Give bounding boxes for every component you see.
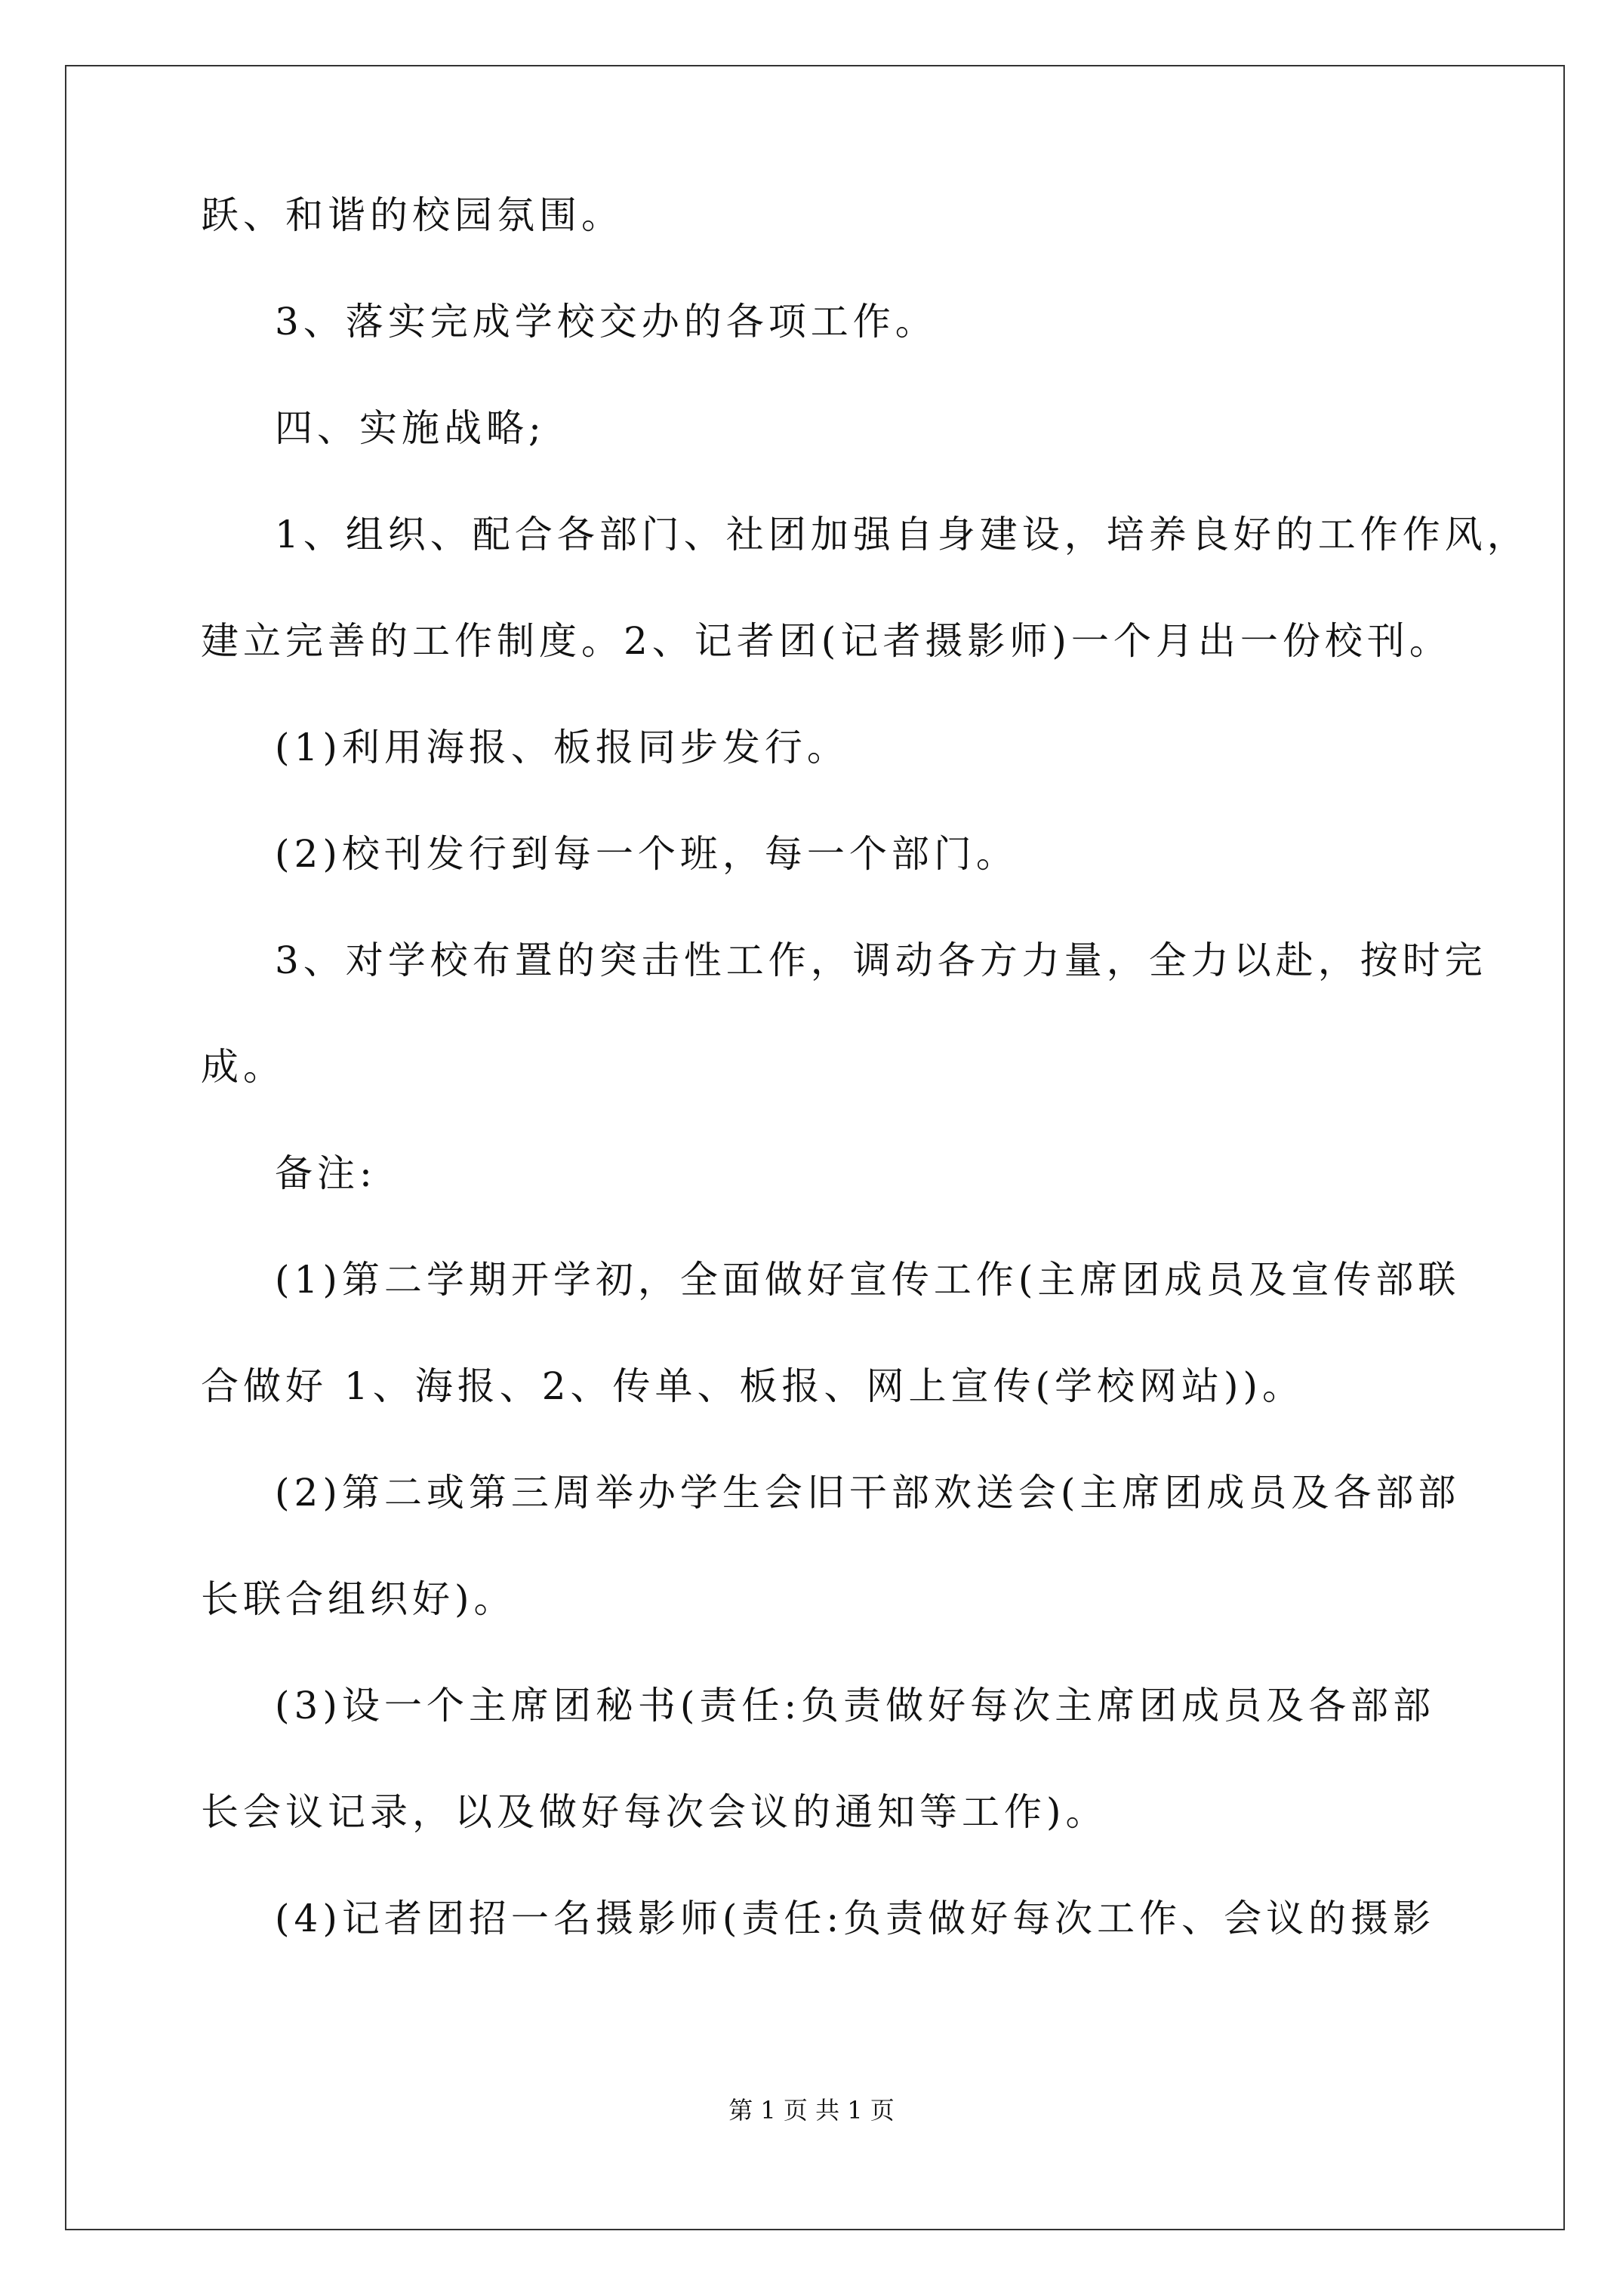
text-line: (2)校刊发行到每一个班，每一个部门。 xyxy=(275,832,1018,876)
text-line: 长会议记录，以及做好每次会议的通知等工作)。 xyxy=(201,1790,1108,1834)
section-heading: 四、实施战略; xyxy=(275,406,546,450)
text-line: (3)设一个主席团秘书(责任:负责做好每次主席团成员及各部部 xyxy=(275,1684,1436,1727)
text-line: 建立完善的工作制度。2、记者团(记者摄影师)一个月出一份校刊。 xyxy=(201,619,1452,663)
text-line: 3、对学校布置的突击性工作，调动各方力量，全力以赴，按时完 xyxy=(275,938,1487,982)
text-line: 成。 xyxy=(201,1045,285,1089)
text-line: 长联合组织好)。 xyxy=(201,1577,516,1621)
text-line: 跃、和谐的校园氛围。 xyxy=(201,193,624,237)
text-line: (2)第二或第三周举办学生会旧干部欢送会(主席团成员及各部部 xyxy=(275,1471,1461,1515)
text-line: 1、组织、配合各部门、社团加强自身建设，培养良好的工作作风， xyxy=(275,513,1529,556)
notes-heading: 备注: xyxy=(275,1151,377,1195)
page-footer: 第 1 页 共 1 页 xyxy=(728,2096,895,2125)
text-line: (1)第二学期开学初，全面做好宣传工作(主席团成员及宣传部联 xyxy=(275,1258,1461,1302)
text-line: (1)利用海报、板报同步发行。 xyxy=(275,726,849,769)
text-line: 3、落实完成学校交办的各项工作。 xyxy=(275,300,938,344)
text-line: (4)记者团招一名摄影师(责任:负责做好每次工作、会议的摄影 xyxy=(275,1897,1436,1940)
text-line: 合做好 1、海报、2、传单、板报、网上宣传(学校网站))。 xyxy=(201,1364,1305,1408)
